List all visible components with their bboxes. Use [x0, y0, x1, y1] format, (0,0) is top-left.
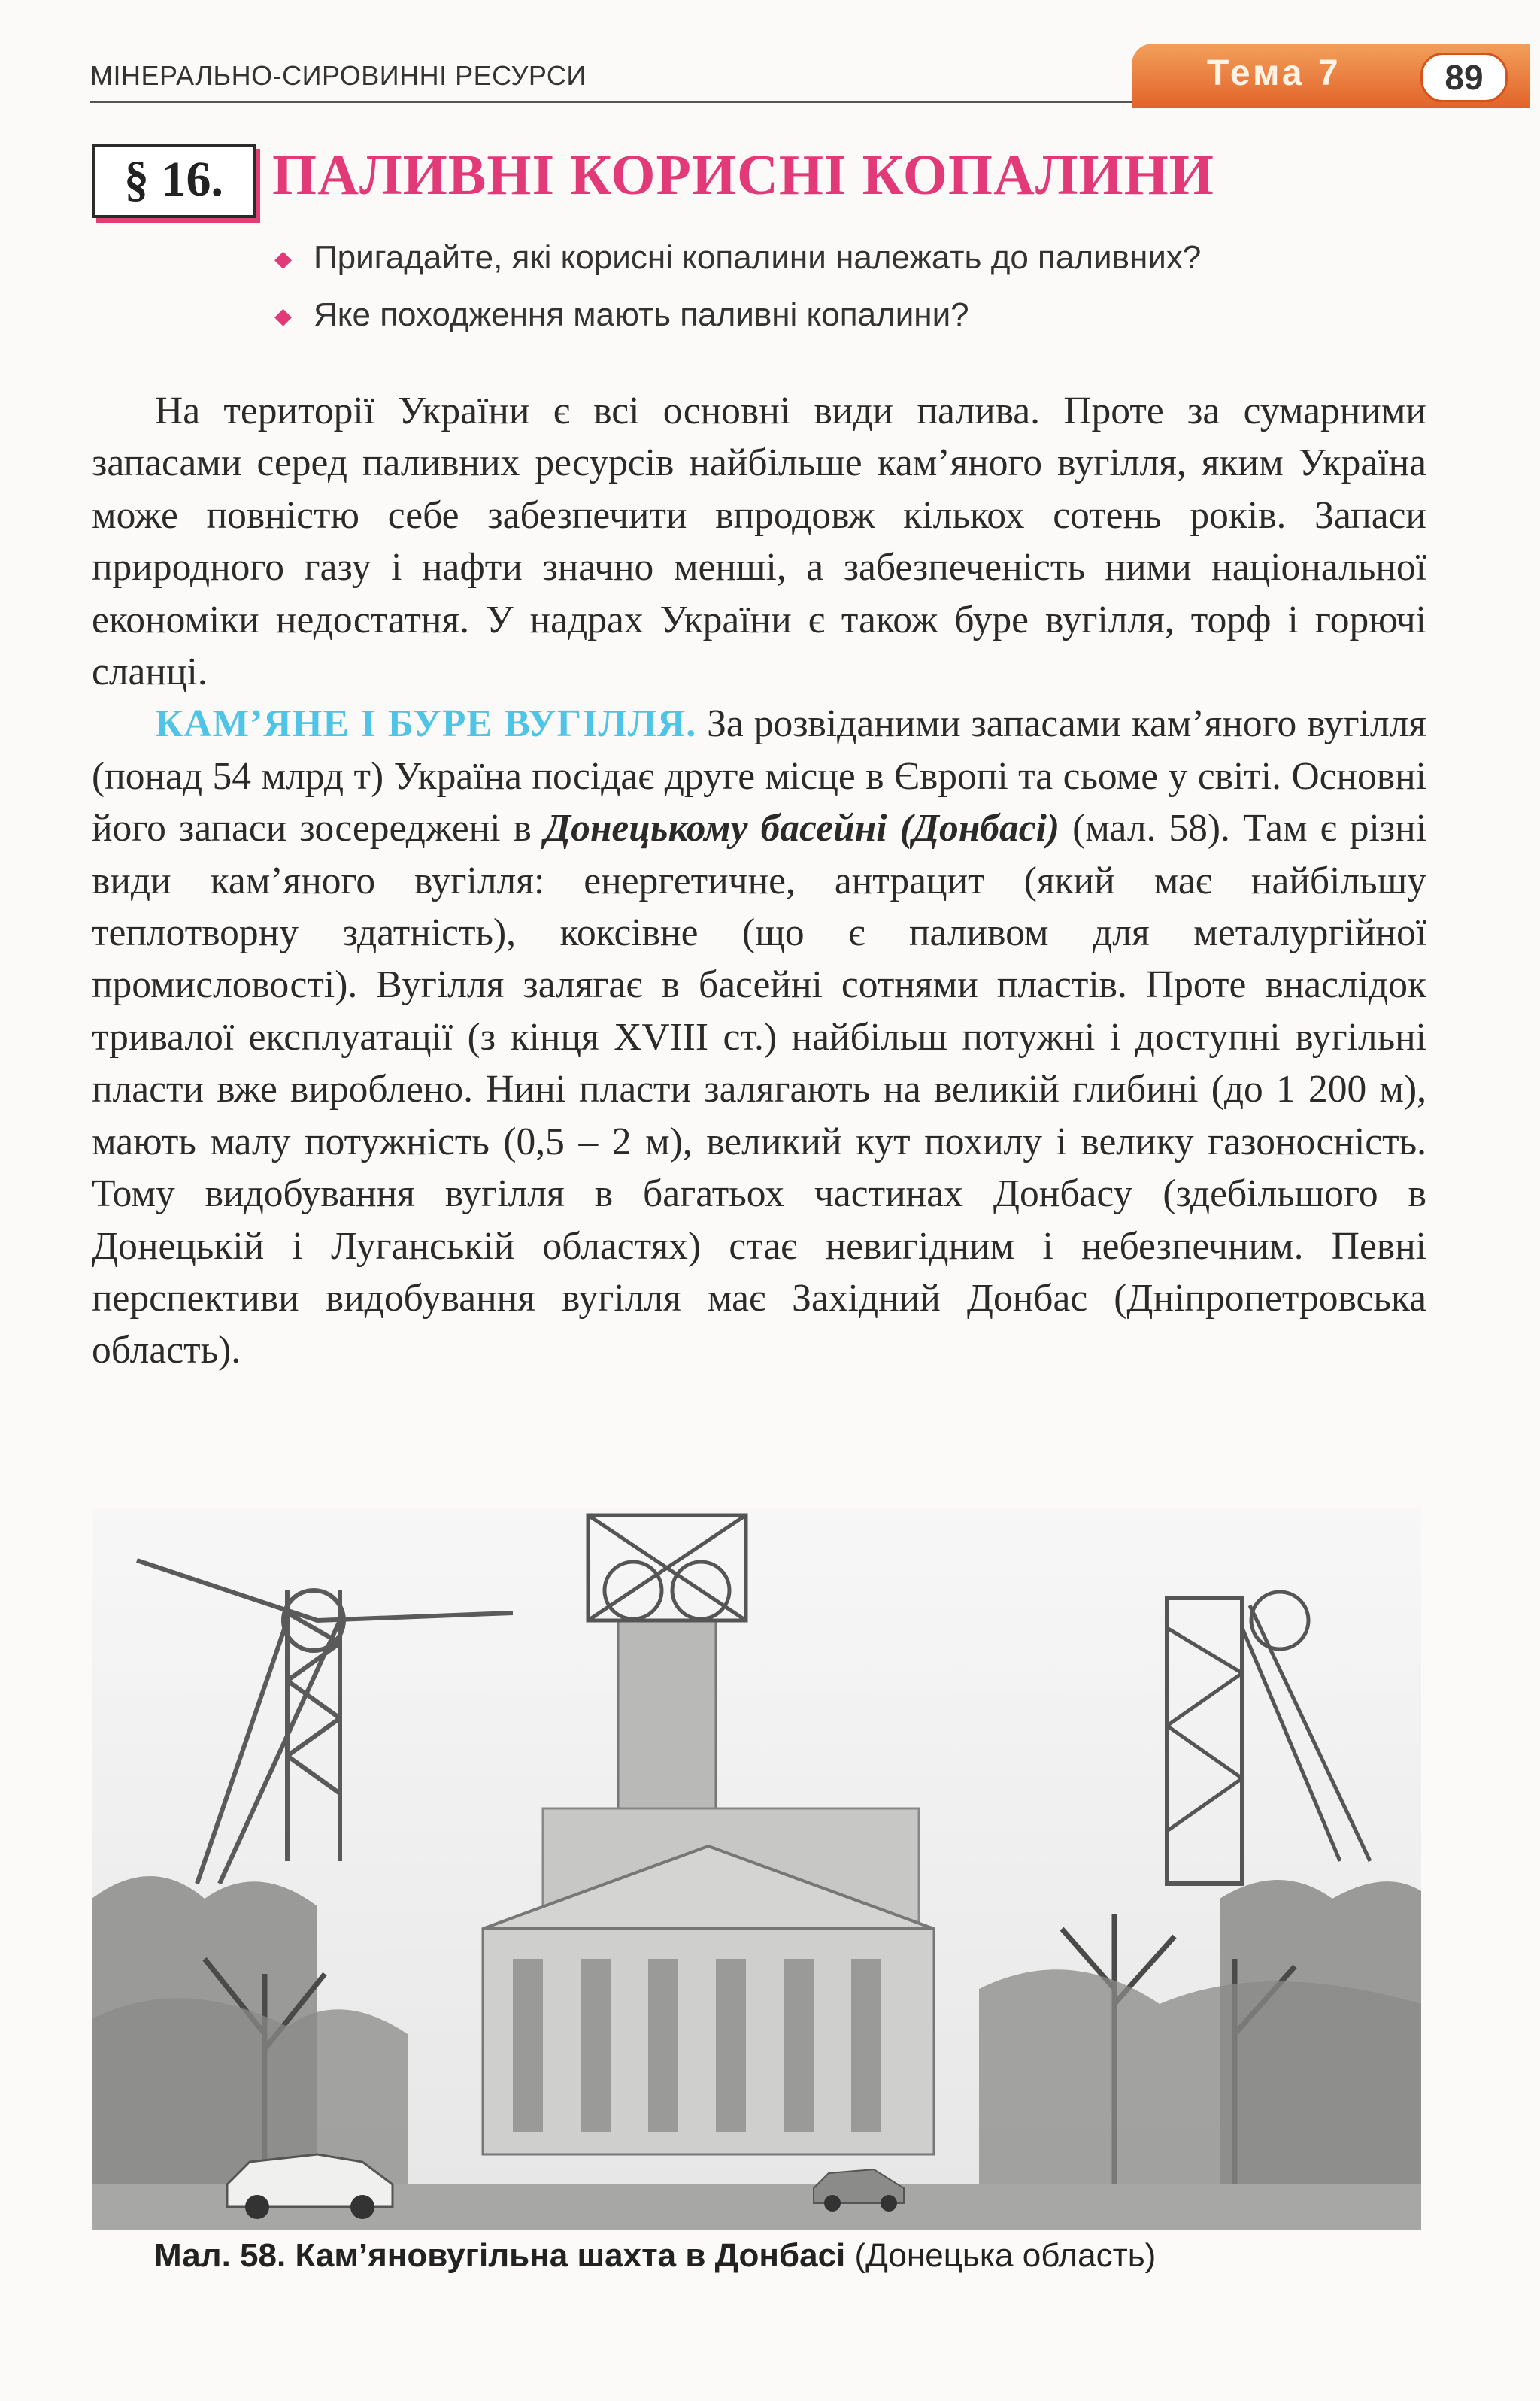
- question-item: [274, 286, 1201, 344]
- review-questions: [274, 229, 1201, 344]
- section-title: ПАЛИВНІ КОРИСНІ КОПАЛИНИ: [272, 144, 1214, 207]
- paragraph-2-text-b: (мал. 58). Там є різні види кам’яного вугілля: енергетичне, антрацит (який має найбільшу теплотворну здатність), коксівне (що є паливом для металургійної промисловості). Вугілля залягає в басейні сотнями пластів. Проте внаслідок тривалої експлуатації (з кінця XVIII ст.) найбільш потужні і доступні вугільні пласти вже вироблено. Нині пласти залягають на великій глибині (до 1 200 м), мають малу потужність (0,5 – 2 м), великий кут похилу і велику газоносність. Тому видобування вугілля в багатьох частинах Донбасу (здебільшого в Донецькій і Луганській областях) стає невигідним і небезпечним. Певні перспективи видобування вугілля має Західний Донбас (Дніпропетровська область).: [92, 807, 1426, 1372]
- paragraph-2: [92, 698, 1426, 1376]
- caption-location: (Донецька область): [845, 2237, 1157, 2274]
- question-item: [274, 229, 1201, 286]
- mine-photo-illustration: [92, 1508, 1421, 2230]
- question-text: Пригадайте, які корисні копалини належать до паливних?: [314, 239, 1202, 276]
- figure-caption: [154, 2237, 1432, 2275]
- paragraph-2-text-a: За розвіданими запасами кам’яного вугілля (понад 54 млрд т) Україна посідає друге місце в Європі та сьоме у світі. Основні його запаси зосереджені в: [92, 702, 1426, 850]
- diamond-bullet-icon: ◆: [274, 247, 293, 272]
- mine-photo: [92, 1508, 1421, 2230]
- theme-tab: [1132, 44, 1530, 108]
- subheading-coal: КАМ’ЯНЕ І БУРЕ ВУГІЛЛЯ.: [155, 702, 697, 746]
- question-text: Яке походження мають паливні копалини?: [314, 296, 969, 333]
- running-head: МІНЕРАЛЬНО-СИРОВИННІ РЕСУРСИ: [90, 60, 587, 91]
- section-number: § 16.: [92, 144, 256, 218]
- page-number: 89: [1420, 53, 1508, 102]
- theme-label: Тема 7: [1207, 53, 1341, 93]
- diamond-bullet-icon: ◆: [274, 304, 293, 329]
- caption-title: Мал. 58. Кам’яновугільна шахта в Донбасі: [154, 2237, 846, 2274]
- body-text: [92, 385, 1426, 1377]
- donbas-term: Донецькому басейні (Донбасі): [544, 807, 1060, 850]
- paragraph-1: На території України є всі основні види палива. Проте за сумарними запасами серед паливних ресурсів найбільше кам’яного вугілля, яким Україна може повністю себе забезпечити впродовж кількох сотень років. Запаси природного газу і нафти значно менші, а забезпеченість ними національної економіки недостатня. У надрах України є також буре вугілля, торф і горючі сланці.: [92, 390, 1426, 694]
